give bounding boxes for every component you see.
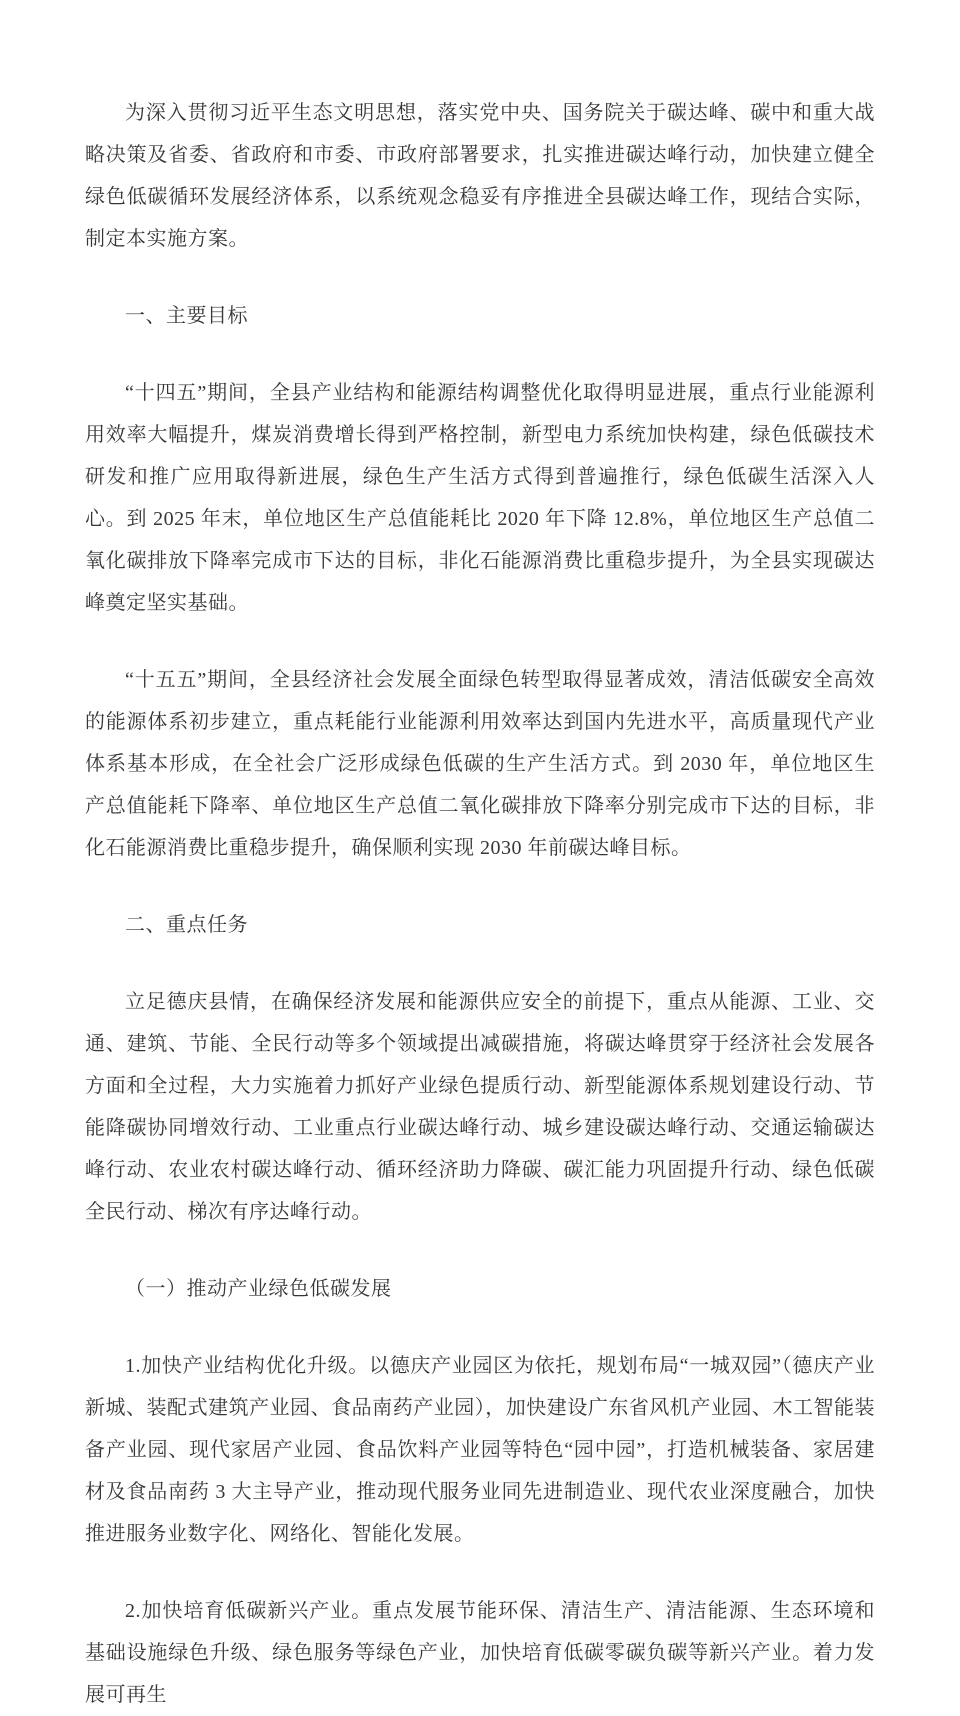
paragraph-14th-five-year-plan: “十四五”期间，全县产业结构和能源结构调整优化取得明显进展，重点行业能源利用效率大幅提升，煤炭消费增长得到严格控制，新型电力系统加快构建，绿色低碳技术研发和推广应用取得新进展，绿色生产生活方式得到普遍推行，绿色低碳生活深入人心。到 2025 年末，单位地区生产总值能耗比 2020 年下降 12.8%，单位地区生产总值二氧化碳排放下降率完成市下达的目标，非化石能源消费比重稳步提升，为全县实现碳达峰奠定坚实基础。 [85,382,875,614]
intro-paragraph: 为深入贯彻习近平生态文明思想，落实党中央、国务院关于碳达峰、碳中和重大战略决策及省委、省政府和市委、市政府部署要求，扎实推进碳达峰行动，加快建立健全绿色低碳循环发展经济体系，以系统观念稳妥有序推进全县碳达峰工作，现结合实际，制定本实施方案。 [85,102,875,250]
paragraph-key-tasks-overview: 立足德庆县情，在确保经济发展和能源供应安全的前提下，重点从能源、工业、交通、建筑、节能、全民行动等多个领域提出减碳措施，将碳达峰贯穿于经济社会发展各方面和全过程，大力实施着力抓好产业绿色提质行动、新型能源体系规划建设行动、节能降碳协同增效行动、工业重点行业碳达峰行动、城乡建设碳达峰行动、交通运输碳达峰行动、农业农村碳达峰行动、循环经济助力降碳、碳汇能力巩固提升行动、绿色低碳全民行动、梯次有序达峰行动。 [85,991,875,1223]
paragraph-industry-structure-upgrade: 1.加快产业结构优化升级。以德庆产业园区为依托，规划布局“一城双园”（德庆产业新城、装配式建筑产业园、食品南药产业园），加快建设广东省风机产业园、木工智能装备产业园、现代家居产业园、食品饮料产业园等特色“园中园”，打造机械装备、家居建材及食品南药 3 大主导产业，推动现代服务业同先进制造业、现代农业深度融合，加快推进服务业数字化、网络化、智能化发展。 [85,1355,875,1545]
subheading-green-low-carbon-industry: （一）推动产业绿色低碳发展 [125,1278,392,1300]
paragraph-low-carbon-emerging-industries: 2.加快培育低碳新兴产业。重点发展节能环保、清洁生产、清洁能源、生态环境和基础设施绿色升级、绿色服务等绿色产业，加快培育低碳零碳负碳等新兴产业。着力发展可再生 [85,1600,875,1706]
document-body [85,0,875,1716]
heading-main-goals: 一、主要目标 [125,305,248,327]
paragraph-15th-five-year-plan: “十五五”期间，全县经济社会发展全面绿色转型取得显著成效，清洁低碳安全高效的能源体系初步建立，重点耗能行业能源利用效率达到国内先进水平，高质量现代产业体系基本形成，在全社会广泛形成绿色低碳的生产生活方式。到 2030 年，单位地区生产总值能耗下降率、单位地区生产总值二氧化碳排放下降率分别完成市下达的目标，非化石能源消费比重稳步提升，确保顺利实现 2030 年前碳达峰目标。 [85,669,875,859]
heading-key-tasks: 二、重点任务 [125,914,248,936]
